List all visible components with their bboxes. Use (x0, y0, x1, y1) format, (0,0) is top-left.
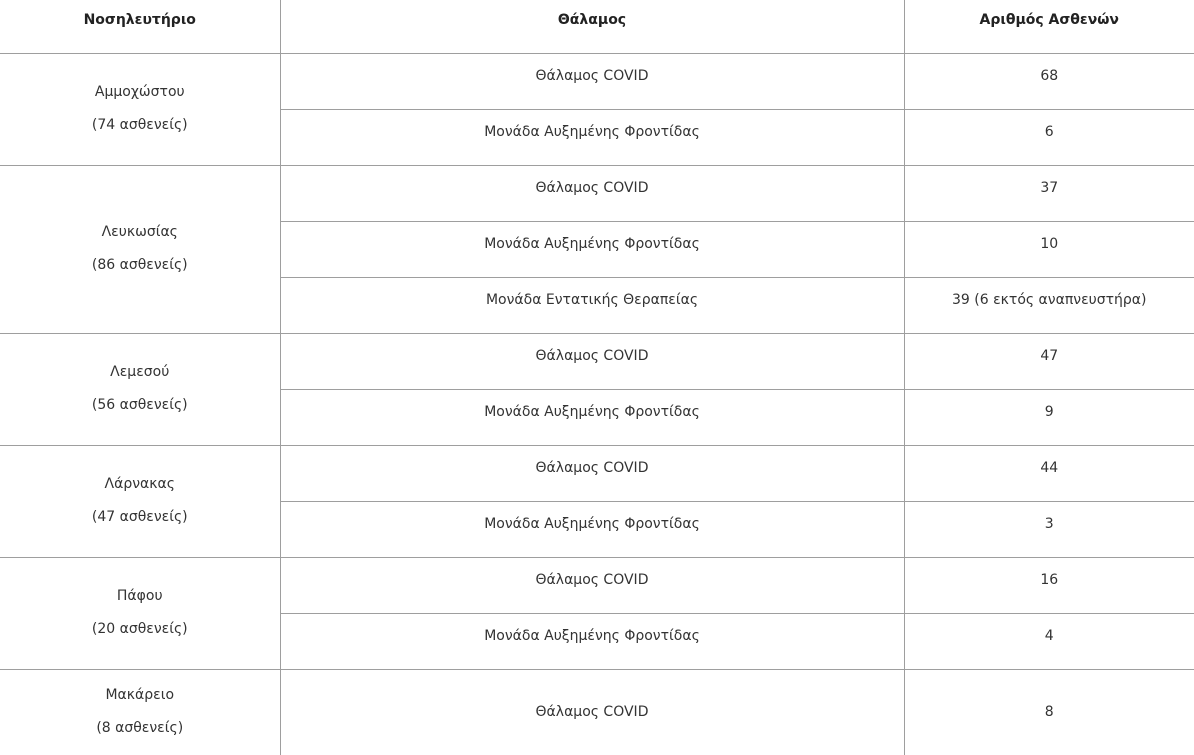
patients-cell: 9 (904, 389, 1194, 445)
ward-cell: Θάλαμος COVID (280, 445, 904, 501)
patients-cell: 10 (904, 221, 1194, 277)
patients-cell: 37 (904, 165, 1194, 221)
ward-cell: Μονάδα Αυξημένης Φροντίδας (280, 501, 904, 557)
hospital-name: Αμμοχώστου (94, 84, 185, 100)
hospital-cell (0, 669, 280, 755)
header-patients: Αριθμός Ασθενών (904, 0, 1194, 53)
patients-cell: 44 (904, 445, 1194, 501)
patients-cell: 6 (904, 109, 1194, 165)
patients-cell: 3 (904, 501, 1194, 557)
table-row (0, 669, 1194, 755)
ward-cell: Θάλαμος COVID (280, 669, 904, 755)
patients-cell: 68 (904, 53, 1194, 109)
table-row (0, 333, 1194, 389)
patients-cell: 47 (904, 333, 1194, 389)
header-hospital: Νοσηλευτήριο (0, 0, 280, 53)
table-row (0, 557, 1194, 613)
ward-cell: Μονάδα Αυξημένης Φροντίδας (280, 221, 904, 277)
hospital-name: Μακάρειο (105, 687, 175, 704)
header-ward: Θάλαμος (280, 0, 904, 53)
table-row (0, 445, 1194, 501)
ward-cell: Μονάδα Εντατικής Θεραπείας (280, 277, 904, 333)
table-row (0, 165, 1194, 221)
hospital-name: Λάρνακας (104, 476, 175, 492)
hospital-cell (0, 445, 280, 557)
hospital-total: (8 ασθενείς) (96, 720, 184, 737)
patients-cell: 4 (904, 613, 1194, 669)
patients-cell: 8 (904, 669, 1194, 755)
hospital-name: Πάφου (116, 588, 163, 604)
hospital-total: (56 ασθενείς) (91, 397, 188, 413)
hospital-total: (20 ασθενείς) (91, 621, 188, 637)
hospital-cell (0, 557, 280, 669)
ward-cell: Μονάδα Αυξημένης Φροντίδας (280, 613, 904, 669)
patients-cell: 16 (904, 557, 1194, 613)
hospital-total: (74 ασθενείς) (91, 117, 188, 133)
hospital-total: (47 ασθενείς) (91, 509, 188, 525)
hospital-cell (0, 333, 280, 445)
hospital-name: Λεμεσού (110, 364, 170, 380)
patients-cell: 39 (6 εκτός αναπνευστήρα) (904, 277, 1194, 333)
hospital-name: Λευκωσίας (101, 224, 178, 240)
ward-cell: Θάλαμος COVID (280, 557, 904, 613)
ward-cell: Μονάδα Αυξημένης Φροντίδας (280, 389, 904, 445)
ward-cell: Θάλαμος COVID (280, 53, 904, 109)
hospital-cell (0, 165, 280, 333)
ward-cell: Μονάδα Αυξημένης Φροντίδας (280, 109, 904, 165)
ward-cell: Θάλαμος COVID (280, 333, 904, 389)
hospital-cell (0, 53, 280, 165)
hospital-total: (86 ασθενείς) (91, 257, 188, 273)
ward-cell: Θάλαμος COVID (280, 165, 904, 221)
header-row (0, 0, 1194, 53)
table-row (0, 53, 1194, 109)
